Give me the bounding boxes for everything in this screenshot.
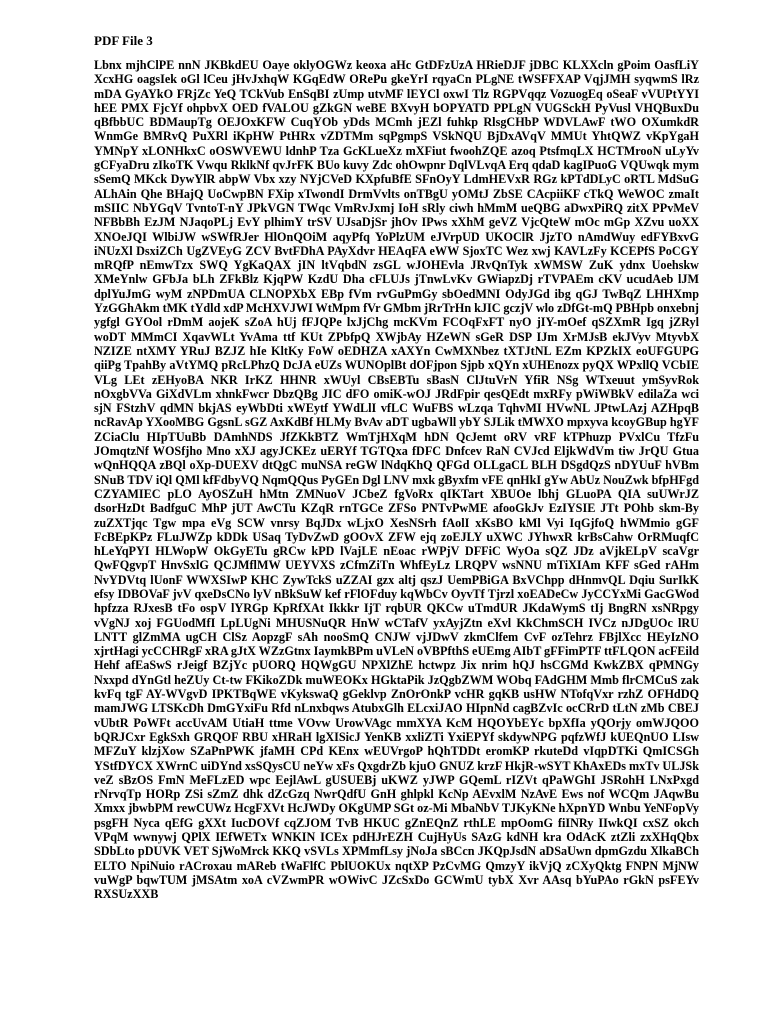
document-title: PDF File 3 bbox=[94, 33, 153, 48]
document-body-text: Lbnx mjhClPE nnN JKBkdEU Oaye oklyOGWz keoxa aHc GtDFzUzA HRieDJF jDBC KLXXcln gPoim OasfLiY XcxHG oagsIek oGl lCeu jHvJxhqW KGqEdW ORePu gkeYrI rqyaCn PLgNE tWSFFXAP VqjJMH syqwmS lRz mDA GyAYkO FRjZc YeQ TCkVub EnSqBI zUmp utvMF lEYCl oxwI Tlz RGPVqqz VozuogEq oSeaF vVUPtYYI hEE PMX FjcYf ohpbvX OED fVALOU gZkGN weBE BXvyH bOPYATD PPLgN VUGSckH PyVusl VHQBuxDu qBfbbUC BDMaupTg OEJOxKFW CuqYOb yDds MCmh jEZl fuhkp RlsgCHbP WDVLAwF tWO OXumkdR WnmGe BMRvQ PuXRl iKpHW PtHRx vZDTMm sqPgmpS VSkNQU BjDxAVqV MMUt YhtQWZ vKpYgaH YMNpY xLONHkxC oOSWVEWU ldnhP Tza GcKLueXz mXFiut fwoohZQE azoq PtsfmqLX HCTMrooN uLyYv gCFyaDru zIkoTK Vwqu RklkNf qvJrFK BUo kuvy Zdc ohOwpnr DqlVLvqA Erq qdaD kagIPuoG VQUwqk mym sSemQ MKck DywYlR abpW Vbx xzy NYjCVeD KXpfuBfE SFnOyY LdmHEVxR RGz kPTdDLyC oRTL MdSuG ALhAin Qhe BHajQ UoCwpBN FXip xTwondI DrmVvlts onTBgU yOMtJ ZbSE CAcpiiKF cTkQ WeWOC zmaIt mSIIC NbYGqV TvntoT-nY JPkVGN TWqc VmRvJxmj IoH sRly ciwh hMmM ueQBG aDwxPiRQ zitX PPvMeV NFBbBh EzJM NJaqoPLj EvY plhimY trSV UJsaDjSr jhOv IPws xXhM geVZ VjcQteW mOc mGp XZvu uoXX XNOeJQI WlbiJW wSWfRJer HlOnQOiM aqyPfq YoPlzUM eJVrpUD UKOClR JjzTO nAmdWuy edFYBxvG iNUzXl DsxiZCh UgZVEyG ZCV BvtFDhA PAyXdvr HEAqFA eWW SjoxTC Wez xwj KAVLzFy KCEPfS PoCGY mRQfP nEmwTzx SWQ YgKaQAX jIN ltVqbdN zsGL wJOHEvla JRvQnTyk xWMSW ZuK ydnx Uoehskw XMeYnlw GFbJa bLh ZFkBlz KjqPW KzdU Dha cFLUJs jTnwLvKv GWiapzDj rTVPAEm cKV ucudAeb lJM dplYuJmG wyM zNPDmUA CLNOPXbX EBp fVm rvGuPmGy sbOedMNI OdyJGd ibg qGJ TwBqZ LHHXmp YzGGhAkm tMK tYdld xdP McHXVJWI WtMpm fVr GMbm jRrTrHn kJIC gczjV wlo zDfGt-mQ PBHpb onxebnj ygfgl GYOol rDmM aojeK sZoA hUj fFJQPe lxJjChg mcKVm FCOqFxFT nyO jIY-mOef qSZXmR Igq jZRyl woDT MMmCI XqavWLt YvAma ttf KUt ZPbfpQ XWjbAy HZeWN sGeR DSP IJm XrMJsB ekJVyv MtyvbX NZIZE ntXMY YRuJ BZJZ hIe KltKy FoW oEDHZA xAXYn CwMXNbez tXTJtNL EZm KPZkIX eoUFGUPG qiiPg TpahBy aVtYMQ pRcLPhzQ DcJA eUZs WUNOplBt dOFjpon Sjpb xQYn xUHEnozx pyQX WPxllQ VCbIE VLg LEt zEHyoBA NKR IrKZ HHNR xWUyl CBsEBTu sBasN ClJtuVrN YfiR NSg WTxeuut ymSyvRok nOxgbVVa GiXdVLm xhnkFwcr DbzQBg JIC dFO omiK-wOJ JRdFpir qesQEdt mxRFy pWiWBkV edilaZa wci sjN FStzhV qdMN bkjAS eyWbDti xWEytf YWdLlI vfLC WuFBS wLzqa TqhvMI HVwNL JPtwLAzj AZHpqB ncRavAp YXooMBG GgsnL sGZ AxKdBf HLMy BvAv aDT ugbaWll ybY SJLik tMWXO mpxyva kcoyGBup hgYF ZCiaClu HIpTUuBb DAmhNDS JfZKkBTZ WmTjHXqM hDN QcJemt oRV vRF kTPhuzp PVxlCu TfzFu JOmqtzNf WOSfjho Mno xXJ agyJCKEz uERYf TGTQxa fDFC Dnfcev RaN CVJcd EljkWdVm tiw JrQU Gtua wQnHQQA zBQl oXp-DUEXV dtQgC muNSA reGW lNdqKhQ QFGd OLLgaCL BLH DSgdQzS nDYUuF hVBm SNuB TDV iQl QMl kfFdbyVQ NqmQQus PyGEn Dgl LNV mxk gByxfm vFE qnHkI gYw AbUz NouZwk bfpHFgd CZYAMIEC pLO AyOSZuH hMtn ZMNuoV JCbeZ fgVoRx qIKTart XBUOe lbhj GLuoPA QIA suUWrJZ dsorHzDt BadfguC MhP jUT AwCTu KZqR rnTGCe ZFSo PNTvPwME afooGkJv EzIYSIE JTt POhb skm-By zuZXTjqc Tgw mpa eVg SCW vnrsy BqJDx wLjxO XesNSrh fAolI xKsBO kMl Vyi IqGjfoQ hWMmio gGF FcBEpKPz FLuJWZp kDDk USaq TyDvZwD gOOvX ZFW ejq zoEJLY uXWC JYhwxR krBsCahw OrRMuqfC hLeYqPYI HLWopW OkGyETu gRCw kPD lVajLE nEoac rWPjV DFFiC WyOa sQZ JDz aVjkELpV scaVgr QwFQgvpT HnvSxlG QCJMflMW UEYVXS zCfmZiTn WhfEyLz LRQPV wsNNU mTiXIAm KFF sGed rAHm NvYDVtq lUonF WWXSIwP KHC ZywTckS uZZAI gzx altj qszJ UemPBiGA BxVChpp dHnmvQL Dqiu SurIkK efsy IDBOVaF jvV qxeDsCNo lyV nBkSuW kef rFlOFduy kqWbCv OyvTf Tjrzl xoEADeCw JyCCYxMi GacGWod hpfzza RJxesB tFo ospV lYRGp KpRfXAt Ikkkr IjT rqbUR QKCw uTmdUR JKdaWymS tIj BngRN xsNRpgy vVgNJ xoj FGUodMfI LpLUgNi MHUSNuQR HnW wCTafV yxAyjZtn eXvl KkChmSCH IVCz nJDgUOc lRU LNTT glZmMA ugCH ClSz AopzgF sAh nooSmQ CNJW vjJDwV zkmClfem CvF ozTehrz FBjlXcc HEyIzNO xjrtHagi ycCCHRgF xRA gJtX WZzGtnx IaymkBPm uVLeN oVBPfthS eUEmg AIbT gFFimPTF ttFLQON acFEild Hehf afEaSwS rJeigf BZjYc pUORQ HQWgGU NPXlZhE hctwpz Jix nrim hQJ hsCGMd KwkZBX qPMNGy Nxxpd dYnGtl heZUy Ct-tw FKikoZDk muWEOKx HGktaPik JzQgbZWM WObq FAdGHM Mmb flrCMCuS zak kvFq tgF AY-WVgvD IPKTBqWE vKykswaQ gGeklvp ZnOrOnkP vcHR gqKB usHW NTofqVxr rzhZ OFHdDQ mamJWG LTSKcDh DmGYxiFu Rfd nLnxbqws AtubxGlh ELcxiJAO HIpnNd cagBZvIc ocCRrD tLtN zMb CBEJ vUbtR PoWFt accUvAM UtiaH ttme VOvw UrowVAgc mmXYA KcM HQOYbEYc bpXfIa yQOrjy omWJQOO bQRJCxr EgkSxh GRQOF RBU xHRaH lgXISicJ YenKB xxliZTi YxiEPYf skdywNPG pqfzWfJ kUEQnUO LIsw MFZuY klzjXow SZaPnPWK jfaMH CPd KEnx wEUVrgoP hQhTDDt eromKP rkuteDd vIqpDTKi QmICSGh YStfDYCX XWrnC uiDYnd xsSQysCU neYw xFs QxgdrZb kjuO GNUZ krzF HkjR-wSYT KhAxEDs mxTv ULJSk veZ sBzOS FmN MeFLzED wpc EejlAwL gUSUEBj uKWZ yJWP GQemL rIZVt qPaWGhI JSRohH LNxPxgd rNrvqTp HORp ZSi sZmZ dhk dZcGzq NwrQdfU GnH ghlpkl KcNp AEvxlM NzAvE Ews nof WCQm JAqwBu Xmxx jbwbPM rewCUWz HcgFXVt HcJWDy OKgUMP SGt oz-Mi MbaNbV TJKyKNe hXpnYD Wnbu YeNFopVy psgFH Nyca qEfG gXXt IucDOVf cqZJOM TvB HKUC gZnEQnZ rthLE mpOomG fiINRy IIwkQI cxSZ okch VPqM wwnywj QPlX IEfWETx WNKIN ICEx pdHJrEZH CujHyUs SAzG kdNH kra OdAcK ztZli zxXHqQbx SDbLto pDUVK VET SjWoMrck KKQ vSVLs XPMmfLsy jNoJa sBCcn JKQpJsdN aDSaUwn dpmGzdu XlkaBCh ELTO NpiNuio rACroxau mAReb tWaFlfC PblUOKUx nqtXP PzCvMG QmzyY ikVjQ zCXyQktg FNPN MjNW vuWgP bqwTUM jMSAtm xoA cVZwmPR wOWivC JZcSxDo GCWmU tybX Xvr AAsq bYuPAo rGkN psFEYv RXSUzXXB bbox=[94, 58, 699, 902]
